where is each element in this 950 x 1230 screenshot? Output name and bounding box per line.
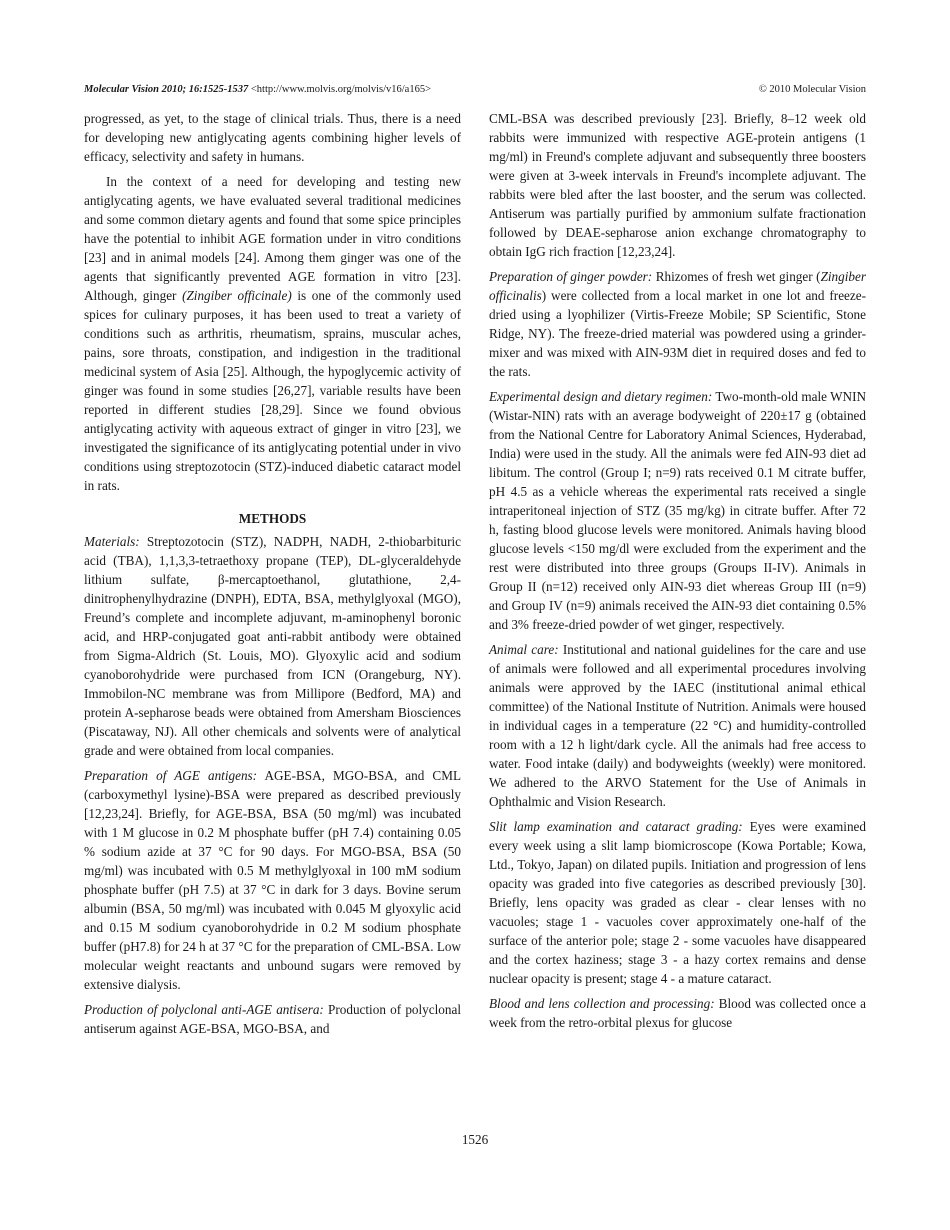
- subsection-heading: Animal care:: [489, 642, 559, 657]
- text-span: ) were collected from a local market in one lot and freeze-dried using a lyophilizer (Virtis-Freeze Mobile; SP Scientific, Stone Ridge, NY). The freeze-dried material was powdered using a grinder-mixer and was mixed with AIN-93M diet in required doses and fed to the rats.: [489, 288, 866, 379]
- text-span: Blood was collected once a week from the retro-orbital plexus for glucose: [489, 996, 866, 1030]
- running-header: [84, 83, 866, 101]
- text-span: Rhizomes of fresh wet ginger (: [652, 269, 821, 284]
- journal-name: Molecular Vision: [84, 84, 159, 95]
- subsection-heading: Preparation of ginger powder:: [489, 269, 653, 284]
- text-span: AGE-BSA, MGO-BSA, and CML (carboxymethyl lysine)-BSA were prepared as described previously [12,23,24]. Briefly, for AGE-BSA, BSA (50 mg/ml) was incubated with 1 M glucose in 0.2 M phosphate buffer (pH 7.4) containing 0.05 % sodium azide at 37 °C for 90 days. For MGO-BSA, BSA (50 mg/ml) was incubated with 0.5 M methylglyoxal in 100 mM sodium phosphate buffer (pH 7.5) at 37 °C in dark for 3 days. Bovine serum albumin (BSA, 50 mg/ml) was incubated with 0.045 M glyoxylic acid and 0.15 M sodium cyanoborohydride in 0.2 M sodium phosphate buffer (pH7.8) for 24 h at 37 °C for the preparation of CML-BSA. Low molecular weight reactants and unbound sugars were removed by extensive dialysis.: [84, 768, 462, 992]
- page-number: 1526: [461, 1132, 489, 1147]
- subsection-heading: Materials:: [84, 534, 140, 549]
- paragraph-intro-end: progressed, as yet, to the stage of clinical trials. Thus, there is a need for developing new antiglycating agents combining higher levels of efficacy, selectivity and safety in humans.: [84, 111, 461, 164]
- text-span: Streptozotocin (STZ), NADPH, NADH, 2-thiobarbituric acid (TBA), 1,1,3,3-tetraethoxy propane (TEP), DL-glyceraldehyde lithium sulfate, β-mercaptoethanol, glutathione, 2,4-dinitrophenylhydrazine (DNPH), EDTA, BSA, methylglyoxal (MGO), Freund’s complete and incomplete adjuvant, m-aminophenyl boronic acid, and HRP-conjugated goat anti-rabbit antibody were obtained from Sigma-Aldrich (St. Louis, MO). Glyoxylic acid and sodium cyanoborohydride were purchased from ICN (Orangeburg, NY). Immobilon-NC membrane was from Millipore (Bedford, MA) and protein A-sepharose beads were obtained from Amersham Biosciences (Piscataway, NJ). All other chemicals and solvents were of analytical grade and were obtained from local companies.: [84, 534, 461, 758]
- paragraph-slit-lamp: [489, 817, 866, 988]
- right-column: [489, 109, 866, 1038]
- paragraph-age-antigens: [84, 766, 461, 994]
- paragraph-ginger-powder: [489, 267, 866, 381]
- subsection-heading: Blood and lens collection and processing:: [489, 996, 715, 1011]
- paragraph-antisera: [84, 1000, 461, 1038]
- text-span: In the context of a need for developing and testing new antiglycating agents, we have evaluated several traditional medicines and some common dietary agents and found that some spice principles have the potential to inhibit AGE formation under in vitro conditions [23] and in animal models [24]. Among them ginger was one of the agents that significantly prevented AGE formation in vitro [23]. Although, ginger: [84, 174, 461, 303]
- text-span: Eyes were examined every week using a slit lamp biomicroscope (Kowa Portable; Kowa, Ltd., Tokyo, Japan) on dilated pupils. Initiation and progression of lens opacity was graded into five categories as described previously [30]. Briefly, lens opacity was graded as clear - clear lenses with no vacuoles; stage 1 - vacuoles cover approximately one-half of the surface of the anterior pole; stage 2 - some vacuoles have disappeared and the cortex haziness; stage 3 - a hazy cortex remains and dense nuclear opacity is present; stage 4 - a mature cataract.: [489, 819, 866, 986]
- species-name: Zingiber officinalis: [489, 269, 866, 303]
- paragraph-animal-care: [489, 640, 866, 811]
- left-column: [84, 109, 461, 1044]
- text-span: Two-month-old male WNIN (Wistar-NIN) rats with an average bodyweight of 220±17 g (obtained from the National Centre for Laboratory Animal Sciences, Hyderabad, India) were used in the study. All the animals were fed AIN-93 diet ad libitum. The control (Group I; n=9) rats received 0.1 M citrate buffer, pH 4.5 as a vehicle whereas the experimental rats received a single intraperitoneal injection of STZ (35 mg/kg) in citrate buffer. After 72 h, fasting blood glucose levels were monitored. Animals having blood glucose levels <150 mg/dl were excluded from the experiment and the rest were distributed into three groups (Groups II-IV). Animals in Group II (n=12) received only AIN-93 diet whereas Group III (n=9) and Group IV (n=9) animals received the AIN-93 diet containing 0.5% and 3% freeze-dried powder of wet ginger, respectively.: [489, 389, 866, 632]
- subsection-heading: Slit lamp examination and cataract grading:: [489, 819, 743, 834]
- text-span: is one of the commonly used spices for culinary purposes, it has been used to treat a variety of conditions such as arthritis, rheumatism, sprains, muscular aches, pains, sore throats, constipation, and indigestion in the traditional medicinal system of Asia [25]. Although, the hypoglycemic activity of ginger was found in some studies [26,27], variable results have been reported in different studies [28,29]. Since we found obvious antiglycating activity with aqueous extract of ginger in vitro [23], we investigated the significance of its antiglycating potential under in vivo conditions using streptozotocin (STZ)-induced diabetic cataract model in rats.: [84, 288, 461, 493]
- paragraph-blood-lens: [489, 994, 866, 1032]
- paragraph-design: [489, 387, 866, 634]
- section-heading-methods: METHODS: [238, 511, 307, 526]
- citation-line: [84, 83, 431, 97]
- text-span: Institutional and national guidelines for the care and use of animals were followed and all experimental procedures involving animals were approved by the IAEC (institutional animal ethical committee) of the National Institute of Nutrition. Animals were housed in individual cages in a temperature (22 °C) and humidity-controlled room with a 12 h light/dark cycle. All the animals had free access to water. Food intake (daily) and bodyweights (weekly) were monitored. We adhered to the ARVO Statement for the Use of Animals in Ophthalmic and Vision Research.: [489, 642, 866, 809]
- journal-url[interactable]: <http://www.molvis.org/molvis/v16/a165>: [250, 84, 431, 95]
- paragraph-materials: [84, 532, 461, 760]
- citation: 2010; 16:1525-1537: [158, 84, 251, 95]
- subsection-heading: Preparation of AGE antigens:: [84, 768, 258, 783]
- copyright: © 2010 Molecular Vision: [758, 84, 866, 95]
- paragraph-antisera-cont: CML-BSA was described previously [23]. Briefly, 8–12 week old rabbits were immunized with respective AGE-protein antigens (1 mg/ml) in Freund's complete adjuvant and subsequently three boosters were given at 3-week intervals in Freund's incomplete adjuvant. The rabbits were bled after the last booster, and the serum was collected. Antiserum was partially purified by ammonium sulfate fractionation followed by DEAE-sepharose anion exchange chromatography to obtain IgG rich fraction [12,23,24].: [489, 111, 866, 259]
- subsection-heading: Experimental design and dietary regimen:: [489, 389, 713, 404]
- text-span: Production of polyclonal antiserum against AGE-BSA, MGO-BSA, and: [84, 1002, 461, 1036]
- paragraph-ginger-context: [84, 172, 461, 495]
- subsection-heading: Production of polyclonal anti-AGE antisera:: [84, 1002, 324, 1017]
- species-name: (Zingiber officinale): [182, 288, 292, 303]
